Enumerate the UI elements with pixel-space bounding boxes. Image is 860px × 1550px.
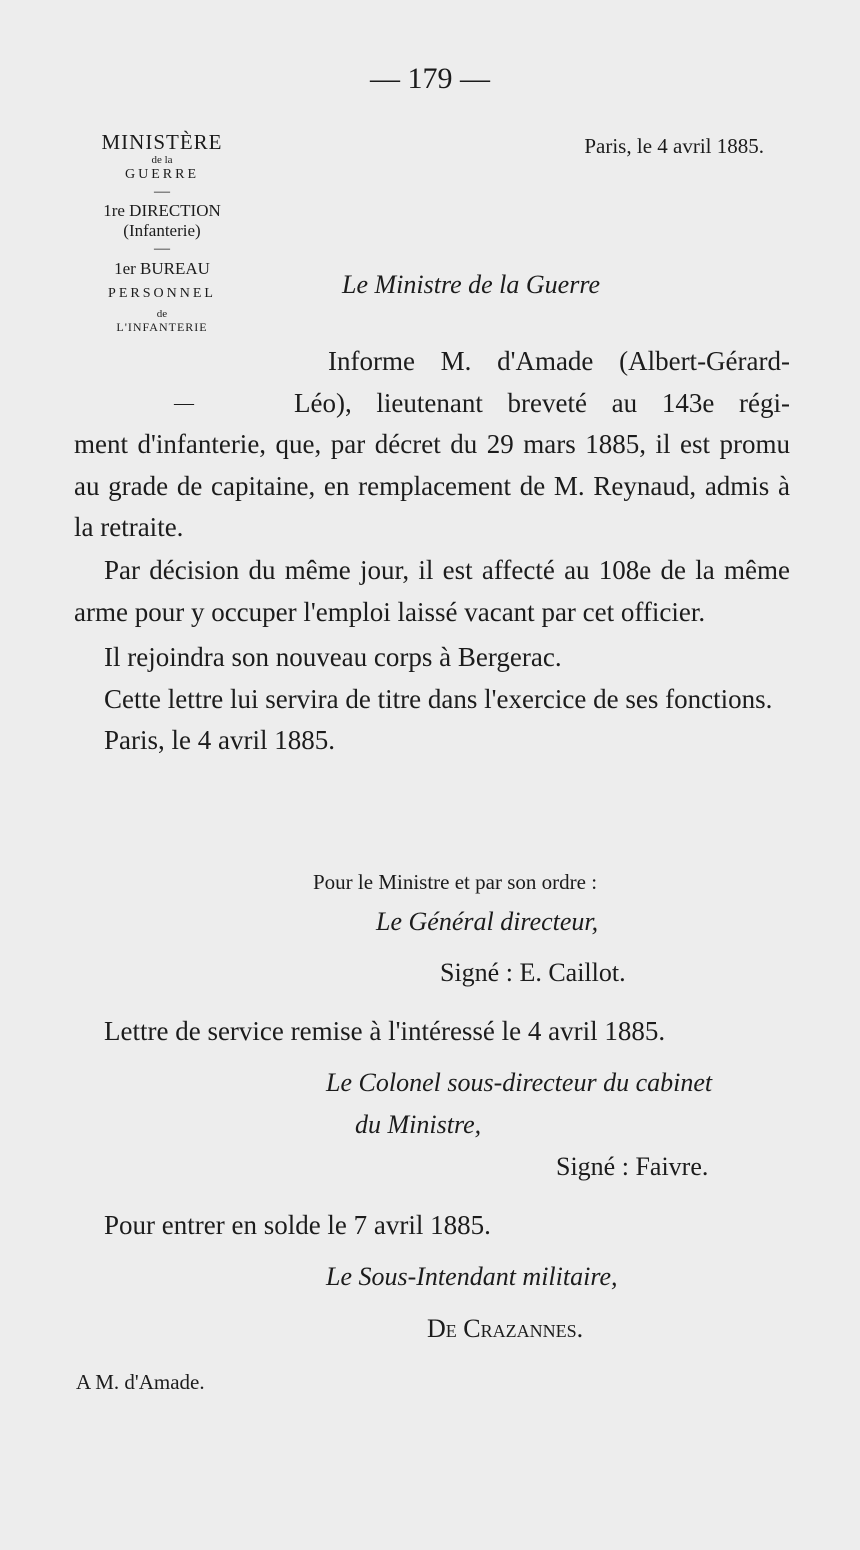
paragraph-informe [74,341,790,549]
pay-line: Pour entrer en solde le 7 avril 1885. [104,1210,491,1240]
letterhead-de-la: de la [151,154,173,167]
letterhead-de: de [156,308,168,321]
place-date: Paris, le 4 avril 1885. [584,134,764,158]
signature: Signé : E. Caillot. [440,958,626,987]
paragraph-line: Informe M. d'Amade (Albert-Gérard- [328,346,790,376]
paragraph-decision: Par décision du même jour, il est affecté au 108e de la même arme pour y occuper l'emploi laissé vacant par cet officier. [74,555,790,627]
letterhead-infanterie: (Infanterie) [123,220,201,240]
letterhead-direction: 1re DIRECTION [103,201,221,221]
letterhead-guerre: GUERRE [125,166,199,182]
letterhead-bureau: 1er BUREAU [114,258,210,278]
order-line: Pour le Ministre et par son ordre : [313,870,598,894]
signer-title: Le Colonel sous-directeur du cabinet [326,1068,713,1097]
paragraph-date: Paris, le 4 avril 1885. [104,725,335,755]
paragraph-titre: Cette lettre lui servira de titre dans l'exercice de ses fonctions. [104,683,773,714]
addressee: A M. d'Amade. [76,1370,205,1394]
minister-heading: Le Ministre de la Guerre [342,270,601,299]
paragraph-rest: ment d'infanterie, que, par décret du 29 mars 1885, il est promu au grade de capitaine, en remplacement de M. Reynaud, admis à la retraite. [74,429,790,542]
page-number: — 179 — [370,62,490,95]
letterhead-ministry: MINISTÈRE [101,130,223,154]
letterhead-divider: — [154,240,170,258]
signer-title: du Ministre, [355,1110,482,1139]
handover-line: Lettre de service remise à l'intéressé le 4 avril 1885. [104,1016,666,1046]
paragraph-bergerac: Il rejoindra son nouveau corps à Bergerac. [104,642,562,672]
signer-title: Le Sous-Intendant militaire, [326,1262,618,1291]
letterhead-divider: — [174,392,194,414]
signature: De Crazannes. [427,1314,584,1343]
letterhead-personnel: PERSONNEL [108,286,216,302]
paragraph-line: Léo), lieutenant breveté au 143e régi- [294,387,790,418]
signature: Signé : Faivre. [556,1152,709,1181]
letterhead-infanterie-caps: L'INFANTERIE [116,320,208,335]
letterhead-divider: — [154,182,170,200]
letterhead [72,130,252,335]
signer-title: Le Général directeur, [376,907,599,936]
body [74,550,790,762]
